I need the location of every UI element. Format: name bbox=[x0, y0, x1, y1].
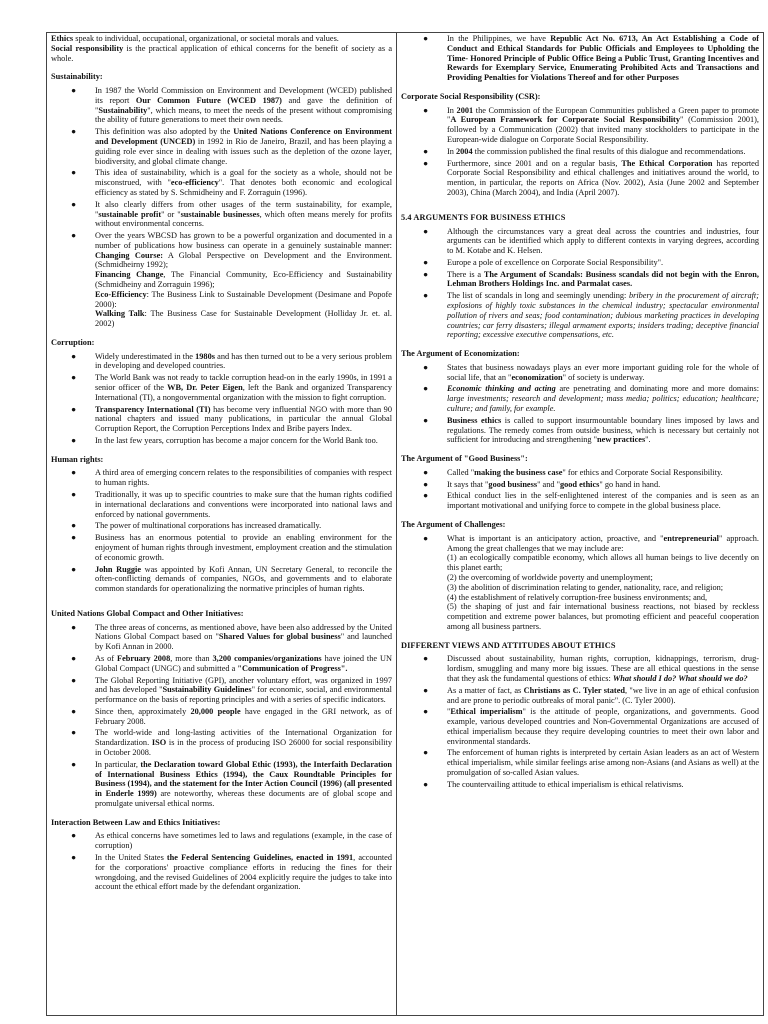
economization-section bbox=[401, 349, 759, 445]
left-column bbox=[51, 34, 392, 1015]
list-item-text: Although the circumstances vary a great deal across the countries and industries, four arguments can be identified which apply to different contexts in varying degrees, according to M. Kotabe and K. Helsen. bbox=[447, 226, 759, 256]
list-item-text: Traditionally, it was up to specific countries to make sure that the human rights codified in international declarations and conventions were incorporated into national laws and enforced by national governments. bbox=[95, 490, 392, 519]
list-item bbox=[51, 373, 392, 402]
list-item-text: John Ruggie was appointed by Kofi Annan, UN Secretary General, to reconcile the often-conflicting demands of companies, NGOs, and governments and to elaborate common standards for operationalizing the normative principles of human rights. bbox=[95, 564, 392, 594]
bullet-icon: ● bbox=[423, 257, 429, 267]
ethics-definition-text: speak to individual, occupational, organizational, or societal morals and values. bbox=[73, 34, 339, 43]
section-heading: Human rights: bbox=[51, 454, 104, 464]
social-responsibility-text: is the practical application of ethical concerns for the benefit of society as a whole. bbox=[51, 43, 392, 63]
bullet-icon: ● bbox=[423, 685, 429, 695]
bullet-icon: ● bbox=[71, 168, 77, 178]
bullet-icon: ● bbox=[423, 467, 429, 477]
bullet-icon: ● bbox=[423, 34, 429, 43]
bullet-icon: ● bbox=[423, 105, 429, 115]
bullet-list bbox=[51, 831, 392, 892]
list-item-text: In the last few years, corruption has become a major concern for the World Bank too. bbox=[95, 435, 378, 445]
bullet-icon: ● bbox=[71, 521, 77, 531]
sustainability-section bbox=[51, 72, 392, 329]
list-item bbox=[51, 200, 392, 229]
law-ethics-section bbox=[51, 818, 392, 892]
list-item bbox=[51, 436, 392, 446]
list-item bbox=[51, 533, 392, 562]
section-heading: Interaction Between Law and Ethics Initiatives: bbox=[51, 817, 221, 827]
list-item bbox=[401, 534, 759, 632]
list-item bbox=[51, 490, 392, 519]
list-item-text: States that business nowadays plays an ever more important guiding role for the whole of social life, that an "economization" of society is underway. bbox=[447, 362, 759, 382]
list-item bbox=[401, 780, 759, 790]
bullet-icon: ● bbox=[71, 127, 77, 137]
list-item bbox=[401, 686, 759, 706]
list-item-text: The World Bank was not ready to tackle corruption head-on in the early 1990s, in 1991 a senior officer of the WB, Dr. Peter Eigen, left the Bank and organized Transparency International (TI), a nongovernmental organization with the mission to fight corruption. bbox=[95, 373, 392, 402]
section-heading: Corruption: bbox=[51, 337, 95, 347]
section-heading: The Argument of "Good Business": bbox=[401, 454, 528, 464]
section-heading: Corporate Social Responsibility (CSR): bbox=[401, 91, 541, 101]
bullet-list bbox=[401, 468, 759, 511]
list-item-text: The countervailing attitude to ethical imperialism is ethical relativisms. bbox=[447, 779, 684, 789]
ethics-definition bbox=[51, 34, 392, 44]
list-item-text: The enforcement of human rights is interpreted by certain Asian leaders as an act of Western ethical imperialism, while similar feelings arise among non-Asians (and Asians as well) at the promulgation of so-called Asian values. bbox=[447, 748, 759, 777]
section-heading: The Argument of Economization: bbox=[401, 349, 520, 359]
bullet-icon: ● bbox=[71, 675, 77, 685]
list-item bbox=[51, 707, 392, 727]
list-item-text: In particular, the Declaration toward Global Ethic (1993), the Interfaith Declaration of International Business Ethics (1994), the Caux Roundtable Principles for Business (1994), and the statement for the Inter Action Council (1996) (all presented in Enderle 1999) are noteworthy, whereas these documents are of global scope and promulgate universal ethical norms. bbox=[95, 759, 392, 808]
list-item-text: "Ethical imperialism" is the attitude of people, organizations, and governments. Good example, various developed countries and Non-Governmental Organizations are accused of ethical imperialism because they require developing countries to meet their own labor and environmental standards. bbox=[447, 707, 759, 746]
intro-section bbox=[51, 34, 392, 63]
list-item-text: The Global Reporting Initiative (GPI), another voluntary effort, was organized in 1997 and has developed "Sustainability Guidelines" for economic, social, and environmental performance on the basis of reporting principles and with a series of specific indicators. bbox=[95, 675, 392, 705]
bullet-icon: ● bbox=[71, 706, 77, 716]
list-item-text: Since then, approximately 20,000 people have engaged in the GRI network, as of February 2008. bbox=[95, 706, 392, 726]
bullet-icon: ● bbox=[71, 351, 77, 361]
list-item-text: What is important is an anticipatory action, proactive, and "entrepreneurial" approach. Among the great challenges that we may include are: (1) an ecologically compatible economy, which allows all human beings to live decently on this planet earth; (2) the overcoming of worldwide poverty and unemployment; (3) the abolition of discrimination relating to gender, nationality, race, and religion; (4) the establishment of relatively corruption-free business environments; and, (5) the shaping of just and fair international business reactions, not biased by reckless competition and extreme power balances, but promoting efficient and peaceful cooperation among all business partners. bbox=[447, 533, 759, 631]
bullet-icon: ● bbox=[71, 533, 77, 543]
bullet-list bbox=[401, 227, 759, 341]
list-item-text: Ethical conduct lies in the self-enlightened interest of the companies and is seen as an important motivational and unifying force to compete in the global business place. bbox=[447, 491, 759, 511]
bullet-icon: ● bbox=[71, 564, 77, 574]
list-item-text: A third area of emerging concern relates to the responsibilities of companies with respect to human rights. bbox=[95, 468, 392, 488]
bullet-list bbox=[51, 468, 392, 593]
section-heading: The Argument of Challenges: bbox=[401, 520, 506, 530]
column-divider bbox=[396, 33, 397, 1015]
bullet-icon: ● bbox=[71, 435, 77, 445]
bullet-icon: ● bbox=[423, 654, 429, 664]
list-item-text: The world-wide and long-lasting activities of the International Organization for Standardization. ISO is in the process of producing ISO 26000 for social responsibility in October 2008. bbox=[95, 728, 392, 757]
list-item-text: The power of multinational corporations has increased dramatically. bbox=[95, 521, 322, 531]
list-item-text: In the Philippines, we have Republic Act No. 6713, An Act Establishing a Code of Conduct and Ethical Standards for Public Officials and Employees to Upholding the Time- Honored Principle of Public Office Being a Public Trust, Granting Incentives and Rewards for Exemplary Service, Enumerating Prohibited Acts and Transactions and Providing Penalties for Violations Thereof and for other Purposes bbox=[447, 34, 759, 83]
list-item-text: The list of scandals in long and seemingly unending: bribery in the procurement of aircraft; explosions of highly toxic substances in the chemical industry; spectacular environmental pollution of rivers and seas; food contamination; dubious marketing practices in developing countries; car ferry disasters; illegal armament exports; insiders trading; deceptive financial reporting; excessive executive compensations, etc. bbox=[447, 291, 759, 340]
ethics-term: Ethics bbox=[51, 34, 74, 43]
list-item-text: In 2001 the Commission of the European Communities published a Green paper to promote "A European Framework for Corporate Social Responsibility" (Commission 2001), followed by a Communication (2002) that invited many stockholders to participate in the European-wide dialogue on Corporate Social Responsibility. bbox=[447, 105, 759, 145]
bullet-list bbox=[401, 34, 759, 83]
list-item bbox=[51, 521, 392, 531]
bullet-list bbox=[51, 86, 392, 329]
philippines-section bbox=[401, 34, 759, 83]
list-item bbox=[51, 468, 392, 488]
bullet-icon: ● bbox=[71, 728, 77, 738]
bullet-list bbox=[401, 363, 759, 445]
bullet-list bbox=[51, 623, 392, 809]
list-item bbox=[51, 728, 392, 757]
bullet-icon: ● bbox=[423, 491, 429, 501]
bullet-icon: ● bbox=[71, 831, 77, 841]
list-item bbox=[51, 86, 392, 125]
social-responsibility-term: Social responsibility bbox=[51, 43, 124, 53]
list-item bbox=[401, 416, 759, 445]
list-item-text: Business ethics is called to support insurmountable boundary lines imposed by laws and regulations. The remedy comes from outside business, which is necessary but certainly not sufficient for introducing and strengthening "new practices". bbox=[447, 415, 759, 445]
list-item bbox=[401, 147, 759, 157]
corruption-section bbox=[51, 338, 392, 446]
bullet-icon: ● bbox=[71, 231, 77, 241]
bullet-icon: ● bbox=[423, 158, 429, 168]
list-item bbox=[401, 34, 759, 83]
right-column bbox=[401, 34, 759, 1015]
bullet-icon: ● bbox=[71, 199, 77, 209]
list-item bbox=[401, 654, 759, 683]
list-item-text: As a matter of fact, as Christians as C. Tyler stated, "we live in an age of ethical confusion and are prone to periodic outbreaks of moral panic". (C. Tyler 2000). bbox=[447, 685, 759, 705]
list-item bbox=[51, 623, 392, 652]
bullet-icon: ● bbox=[423, 146, 429, 156]
bullet-icon: ● bbox=[71, 653, 77, 663]
bullet-icon: ● bbox=[71, 468, 77, 478]
bullet-icon: ● bbox=[71, 622, 77, 632]
bullet-icon: ● bbox=[71, 373, 77, 383]
list-item bbox=[51, 760, 392, 809]
list-item-text: Transparency International (TI) has become very influential NGO with more than 90 national chapters and issued many publications, in particular the annual Global Corruption Report, the Corruption Perceptions Index and Bribe payers Index. bbox=[95, 404, 392, 434]
list-item bbox=[51, 676, 392, 705]
list-item bbox=[51, 831, 392, 851]
bullet-icon: ● bbox=[423, 384, 429, 394]
bullet-icon: ● bbox=[71, 86, 77, 96]
list-item bbox=[401, 468, 759, 478]
list-item bbox=[51, 654, 392, 674]
list-item-text: Business has an enormous potential to provide an enabling environment for the enjoyment of human rights through investment, employment creation and the stimulation of economic growth. bbox=[95, 533, 392, 562]
list-item bbox=[401, 270, 759, 290]
list-item bbox=[51, 127, 392, 166]
list-item-text: In the United States the Federal Sentencing Guidelines, enacted in 1991, accounted for the corporations' proactive compliance efforts in reducing the fines for their wrongdoing, and the revised Guidelines of 2004 explicitly require the judges to take into account the ethical effort made by the defendant organization. bbox=[95, 853, 392, 892]
list-item bbox=[51, 853, 392, 892]
list-item-text: In 2004 the commission published the final results of this dialogue and recommendations. bbox=[447, 146, 746, 156]
list-item bbox=[401, 291, 759, 340]
list-item bbox=[401, 363, 759, 383]
csr-section bbox=[401, 92, 759, 198]
views-section bbox=[401, 641, 759, 790]
list-item-text: As of February 2008, more than 3,200 companies/organizations have joined the UN Global Compact (UNGC) and submitted a "Communication of Progress". bbox=[95, 653, 392, 673]
bullet-icon: ● bbox=[71, 759, 77, 769]
list-item-text: It also clearly differs from other usages of the term sustainability, for example, "sustainable profit" or "sustainable businesses, which often means merely for profits without environmental concerns. bbox=[95, 199, 392, 229]
bullet-icon: ● bbox=[423, 779, 429, 789]
list-item bbox=[401, 491, 759, 511]
social-responsibility-definition bbox=[51, 44, 392, 64]
list-item-text: Furthermore, since 2001 and on a regular basis, The Ethical Corporation has reported Corporate Social Responsibility and ethical challenges and initiatives around the world, to mention, in particular, the reports on Africa (Nov. 2002), Asia (June 2002 and September 2003), China (March 2004), and India (April 2007). bbox=[447, 158, 759, 197]
list-item bbox=[401, 748, 759, 777]
list-item bbox=[401, 106, 759, 145]
bullet-list bbox=[51, 352, 392, 446]
bullet-icon: ● bbox=[71, 490, 77, 500]
bullet-icon: ● bbox=[423, 707, 429, 717]
list-item bbox=[401, 480, 759, 490]
list-item-text: This idea of sustainability, which is a goal for the society as a whole, should not be misconstrued, with "eco-efficiency". That denotes both economic and ecological efficiency as stated by S. Schmidheiny and F. Zorraguin (1996). bbox=[95, 168, 392, 197]
section-heading: DIFFERENT VIEWS AND ATTITUDES ABOUT ETHICS bbox=[401, 640, 616, 650]
list-item bbox=[51, 565, 392, 594]
bullet-list bbox=[401, 106, 759, 198]
bullet-icon: ● bbox=[423, 226, 429, 236]
list-item bbox=[51, 352, 392, 372]
bullet-icon: ● bbox=[423, 533, 429, 543]
human-rights-section bbox=[51, 455, 392, 594]
un-global-compact-section bbox=[51, 609, 392, 809]
bullet-list bbox=[401, 654, 759, 789]
section-heading: 5.4 ARGUMENTS FOR BUSINESS ETHICS bbox=[401, 212, 566, 222]
list-item-text: Economic thinking and acting are penetrating and dominating more and more domains: large investments; research and development; mass media; politics; education; healthcare; culture; and family, for example. bbox=[447, 384, 759, 413]
bullet-icon: ● bbox=[423, 362, 429, 372]
bullet-icon: ● bbox=[423, 415, 429, 425]
list-item-text: Over the years WBCSD has grown to be a powerful organization and documented in a number of publications how business can operate in a genuinely sustainable manner: Changing Course: A Global Perspective on Development and the Environment. (Schmidheirny 1992); Financing Change, The Financial Community, Eco-Efficiency and Sustainability (Schmidheiny and Zorraguin 1996); Eco-Efficiency: The Business Link to Sustainable Development (Desimane and Popofe 2000): Walking Talk: The Business Case for Sustainable Development (Holliday Jr. et. al. 2002) bbox=[95, 231, 392, 329]
bullet-list bbox=[401, 534, 759, 632]
bullet-icon: ● bbox=[71, 853, 77, 863]
list-item-text: It says that "good business" and "good ethics" go hand in hand. bbox=[447, 479, 661, 489]
bullet-icon: ● bbox=[423, 269, 429, 279]
list-item-text: The three areas of concerns, as mentioned above, have been also addressed by the United Nations Global Compact based on "Shared Values for global business" and launched by Kofi Annan in 2000. bbox=[95, 622, 392, 652]
good-business-section bbox=[401, 454, 759, 511]
list-item-text: Europe a pole of excellence on Corporate Social Responsibility". bbox=[447, 257, 664, 267]
list-item-text: Discussed about sustainability, human rights, corruption, kidnappings, terrorism, drug-lordism, smuggling and many more big issues. These are all ethical questions in the sense that they ask the fundamental questions of ethics: What should I do? What should we do? bbox=[447, 654, 759, 683]
list-item-text: This definition was also adopted by the United Nations Conference on Environment and Development (UNCED) in 1992 in Rio de Janeiro, Brazil, and has been playing a guiding role ever since in dealing with issues such as the depletion of the ozone layer, biodiversity, and global climate change. bbox=[95, 127, 392, 166]
list-item-text: Widely underestimated in the 1980s and has then turned out to be a very serious problem in developing and developed countries. bbox=[95, 351, 392, 371]
list-item bbox=[401, 707, 759, 746]
list-item-text: Called "making the business case" for ethics and Corporate Social Responsibility. bbox=[447, 467, 723, 477]
list-item-text: There is a The Argument of Scandals: Business scandals did not begin with the Enron, Lehman Brothers Holdings Inc. and Parmalat cases. bbox=[447, 269, 759, 289]
list-item bbox=[401, 384, 759, 413]
list-item bbox=[51, 405, 392, 434]
document-page bbox=[46, 32, 764, 1016]
arguments-section bbox=[401, 213, 759, 340]
challenges-section bbox=[401, 520, 759, 632]
list-item bbox=[401, 227, 759, 256]
list-item bbox=[401, 159, 759, 198]
list-item-text: In 1987 the World Commission on Environment and Development (WCED) published its report Our Common Future (WCED 1987) and gave the definition of "Sustainability", which means, to meet the needs of the present without compromising the ability of future generations to meet their own needs. bbox=[95, 86, 392, 125]
bullet-icon: ● bbox=[423, 291, 429, 301]
list-item bbox=[51, 168, 392, 197]
list-item-text: As ethical concerns have sometimes led to laws and regulations (example, in the case of corruption) bbox=[95, 831, 392, 851]
bullet-icon: ● bbox=[71, 404, 77, 414]
bullet-icon: ● bbox=[423, 479, 429, 489]
list-item bbox=[401, 258, 759, 268]
list-item bbox=[51, 231, 392, 329]
section-heading: United Nations Global Compact and Other Initiatives: bbox=[51, 608, 244, 618]
section-heading: Sustainability: bbox=[51, 72, 103, 82]
bullet-icon: ● bbox=[423, 748, 429, 758]
